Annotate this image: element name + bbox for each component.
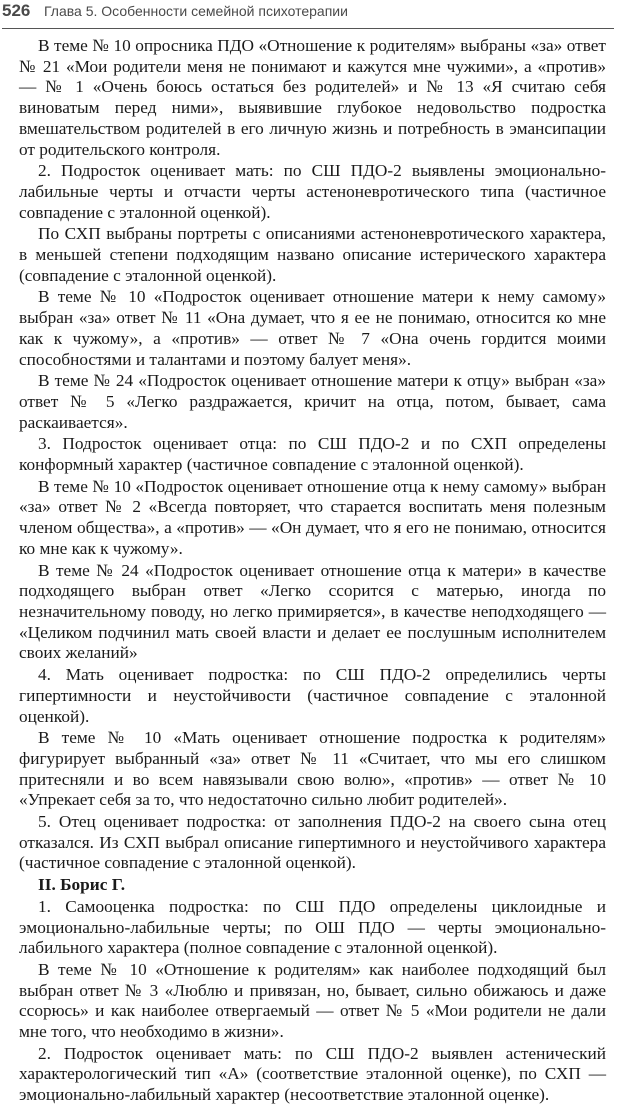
paragraph: 4. Мать оценивает подростка: по СШ ПДО-2 определились черты гипертимности и неустойчивости (частичное совпадение с эталонной оценкой). (19, 665, 606, 726)
paragraph: В теме № 10 «Подросток оценивает отношение отца к нему самому» выбран «за» ответ № 2 «Всегда повторяет, что старается воспитать меня полезным членом общества», а «против» — «Он думает, что я его не понимаю, относится ко мне как к чужому». (19, 476, 606, 558)
body-text (19, 36, 606, 1106)
paragraph: В теме № 24 «Подросток оценивает отношение отца к матери» в качестве подходящего выбран ответ «Легко ссорится с матерью, иногда по незначительному поводу, но легко примиряется», в качестве неподходящего — «Целиком подчинил мать своей власти и делает ее послушным исполнителем своих желаний» (19, 560, 606, 663)
section-heading: II. Борис Г. (38, 875, 126, 895)
paragraph: В теме № 24 «Подросток оценивает отношение матери к отцу» выбран «за» ответ № 5 «Легко раздражается, кричит на отца, потом, бывает, сама раскаивается». (19, 371, 606, 432)
paragraph: В теме № 10 «Подросток оценивает отношение матери к нему самому» выбран «за» ответ № 11 «Она думает, что я ее не понимаю, относится ко мне как к чужому», а «против» — ответ № 7 «Она очень гордится моими способностями и талантами и поэтому балует меня». (19, 287, 606, 369)
paragraph: 3. Подросток оценивает отца: по СШ ПДО-2 и по СХП определены конформный характер (частичное совпадение с эталонной оценкой). (19, 434, 606, 475)
paragraph: 1. Самооценка подростка: по СШ ПДО определены циклоидные и эмоционально-лабильные черты; по ОШ ПДО — черты эмоционально-лабильного характера (полное совпадение с эталонной оценкой). (19, 896, 606, 958)
paragraph: По СХП выбраны портреты с описаниями астеноневротического характера, в меньшей степени подходящим названо описание истерического характера (совпадение с эталонной оценкой). (19, 224, 606, 285)
chapter-title: Глава 5. Особенности семейной психотерапии (44, 3, 348, 19)
paragraph: В теме № 10 опросника ПДО «Отношение к родителям» выбраны «за» ответ № 21 «Мои родители меня не понимают и кажутся мне чужими», а «против» — № 1 «Очень боюсь остаться без родителей» и № 13 «Я считаю себя виноватым перед ними», выявившие глубокое недовольство подростка вмешательством родителей в его личную жизнь и потребность в эмансипации от родительского контроля. (19, 36, 606, 159)
page-number: 526 (2, 1, 31, 20)
paragraph: В теме № 10 «Мать оценивает отношение подростка к родителям» фигурирует выбранный «за» ответ № 11 «Считает, что мы его слишком притесняли и во всем навязывали свою волю», «против» — ответ № 10 «Упрекает себя за то, что недостаточно сильно любит родителей». (19, 728, 606, 810)
paragraph: 2. Подросток оценивает мать: по СШ ПДО-2 выявлены эмоционально-лабильные черты и отчасти черты астеноневротического типа (частичное совпадение с эталонной оценкой). (19, 161, 606, 222)
paragraph: 5. Отец оценивает подростка: от заполнения ПДО-2 на своего сына отец отказался. Из СХП выбрал описание гипертимного и неустойчивого характера (частичное совпадение с эталонной оценкой). (19, 812, 606, 873)
running-header (2, 0, 614, 29)
paragraph: В теме № 10 «Отношение к родителям» как наиболее подходящий был выбран ответ № 3 «Люблю и привязан, но, бывает, сильно обижаюсь и даже ссорюсь» и как наиболее отвергаемый — ответ № 5 «Мои родители не дали мне того, что необходимо в жизни». (19, 959, 606, 1042)
paragraph: 2. Подросток оценивает мать: по СШ ПДО-2 выявлен астенический характерологический тип «А» (соответствие эталонной оценке), по СХП — эмоционально-лабильный характер (несоответствие эталонной оценке). (19, 1043, 606, 1105)
